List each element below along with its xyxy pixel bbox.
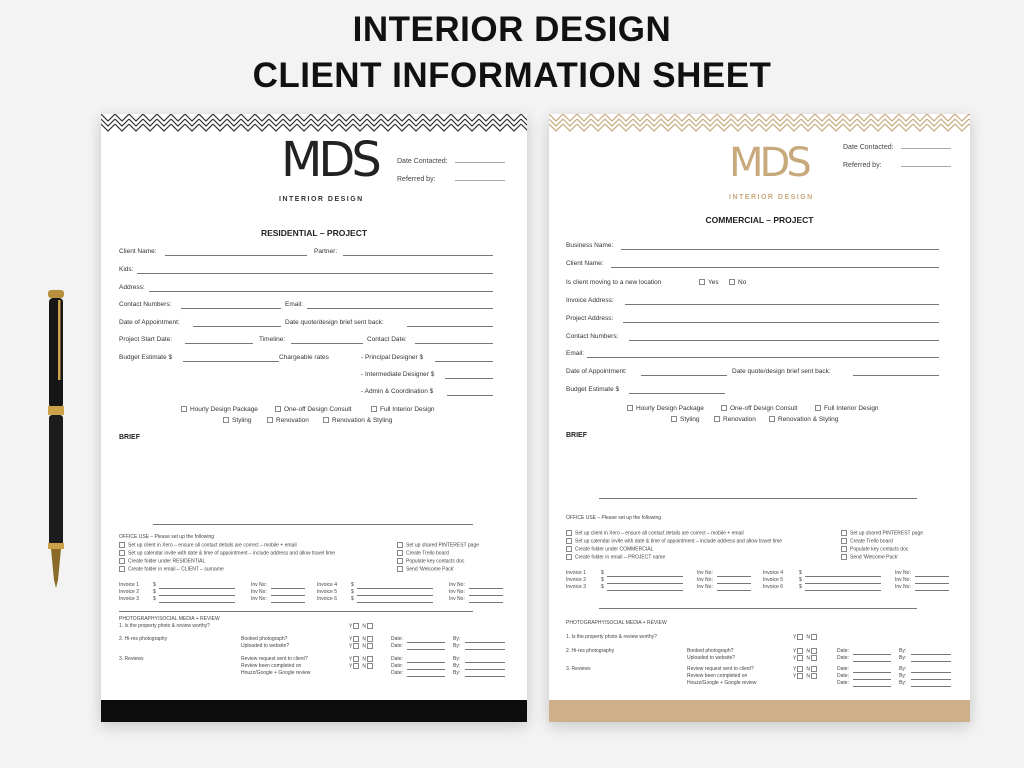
date-input[interactable] — [853, 686, 891, 687]
date-label: Date: — [837, 680, 849, 686]
invoice-number-label: Inv No: — [449, 596, 465, 602]
yes-no-checkbox[interactable]: Y N — [349, 623, 376, 629]
date-quote-input[interactable] — [407, 326, 493, 327]
budget-label: Budget Estimate $ — [566, 386, 620, 393]
by-label: By: — [899, 666, 907, 672]
admin-coordination-input[interactable] — [447, 395, 493, 396]
date-label: Date: — [391, 636, 403, 642]
review-request-label: Review request sent to client? — [241, 656, 308, 662]
office-task[interactable]: Create Trello board — [397, 550, 449, 556]
package-option[interactable]: One-off Design Consult — [275, 406, 351, 413]
company-logo: MDS — [281, 132, 378, 188]
by-label: By: — [899, 680, 907, 686]
invoice-number-label: Inv No: — [251, 589, 267, 595]
invoice-number-label: Inv No: — [251, 596, 267, 602]
invoice-dollar: $ — [153, 589, 156, 595]
email-label: Email: — [566, 350, 585, 357]
by-input[interactable] — [465, 642, 505, 643]
date-quote-label: Date quote/design brief sent back: — [285, 319, 384, 326]
admin-coordination-label: - Admin & Coordination $ — [361, 388, 434, 395]
project-address-input[interactable] — [623, 322, 939, 323]
invoice-dollar: $ — [153, 582, 156, 588]
email-input[interactable] — [307, 308, 493, 309]
package-option[interactable]: One-off Design Consult — [721, 405, 797, 412]
date-of-appointment-input[interactable] — [641, 375, 727, 376]
invoice-label: Invoice 2 — [566, 577, 587, 583]
address-input[interactable] — [149, 291, 493, 292]
date-input[interactable] — [853, 672, 891, 673]
invoice-number-label: Inv No: — [697, 584, 713, 590]
invoice-dollar: $ — [351, 582, 354, 588]
photography-heading: PHOTOGRAPHY/SOCIAL MEDIA + REVIEW — [566, 620, 667, 626]
kids-input[interactable] — [137, 273, 493, 274]
invoice-number-label: Inv No: — [697, 577, 713, 583]
package-option[interactable]: Full Interior Design — [371, 406, 435, 413]
invoice-label: Invoice 5 — [763, 577, 784, 583]
invoice-number-label: Inv No: — [895, 577, 911, 583]
invoice-number-input[interactable] — [717, 583, 751, 584]
office-task[interactable]: Create folder in email – PROJECT name — [566, 554, 665, 560]
by-label: By: — [453, 670, 461, 676]
geometric-border-band — [549, 114, 970, 134]
date-input[interactable] — [407, 676, 445, 677]
date-label: Date: — [391, 643, 403, 649]
date-input[interactable] — [407, 669, 445, 670]
invoice-number-label: Inv No: — [895, 570, 911, 576]
invoice-amount-input[interactable] — [607, 576, 683, 577]
contact-date-input[interactable] — [415, 343, 493, 344]
partner-label: Partner: — [314, 248, 338, 255]
invoice-number-input[interactable] — [717, 576, 751, 577]
invoice-dollar: $ — [351, 589, 354, 595]
invoice-number-input[interactable] — [271, 602, 305, 603]
review-platform-label: Houzz/Google + Google review — [687, 680, 757, 686]
invoice-dollar: $ — [153, 596, 156, 602]
date-of-appointment-label: Date of Appointment: — [119, 319, 180, 326]
date-input[interactable] — [853, 661, 891, 662]
page-title-line-1: INTERIOR DESIGN — [352, 10, 672, 49]
by-label: By: — [899, 655, 907, 661]
referred-by-field[interactable]: Referred by: — [397, 174, 505, 183]
office-use-heading: OFFICE USE – Please set up the following — [566, 515, 662, 521]
date-input[interactable] — [853, 654, 891, 655]
brief-input[interactable] — [153, 524, 473, 525]
page-title-line-2: CLIENT INFORMATION SHEET — [252, 56, 772, 95]
hires-photography-question: 2. Hi-res photography — [566, 648, 615, 654]
principal-designer-label: - Principal Designer $ — [361, 354, 424, 361]
invoice-dollar: $ — [799, 584, 802, 590]
yes-no-checkbox[interactable]: Y N — [349, 663, 376, 669]
reviews-question: 3. Reviews — [566, 666, 591, 672]
invoice-amount-input[interactable] — [805, 576, 881, 577]
client-name-input[interactable] — [165, 255, 307, 256]
timeline-label: Timeline: — [259, 336, 286, 343]
invoice-label: Invoice 1 — [119, 582, 140, 588]
invoice-number-label: Inv No: — [895, 584, 911, 590]
by-input[interactable] — [911, 679, 951, 680]
contact-numbers-input[interactable] — [181, 308, 281, 309]
invoice-number-input[interactable] — [915, 590, 949, 591]
kids-label: Kids: — [119, 266, 134, 273]
logo-subtitle: INTERIOR DESIGN — [279, 196, 364, 203]
timeline-input[interactable] — [291, 343, 363, 344]
date-of-appointment-label: Date of Appointment: — [566, 368, 627, 375]
office-task[interactable]: Populate key contacts doc — [397, 558, 464, 564]
business-name-input[interactable] — [621, 249, 939, 250]
date-input[interactable] — [853, 679, 891, 680]
by-label: By: — [453, 663, 461, 669]
invoice-amount-input[interactable] — [159, 588, 235, 589]
by-input[interactable] — [911, 654, 951, 655]
by-label: By: — [899, 673, 907, 679]
project-type-title: RESIDENTIAL – PROJECT — [260, 228, 368, 238]
yes-no-checkbox[interactable]: Y N — [793, 648, 820, 654]
yes-no-checkbox[interactable]: Y N — [793, 673, 820, 679]
invoice-amount-input[interactable] — [357, 588, 433, 589]
office-task[interactable]: Set up shared PINTEREST page — [841, 530, 923, 536]
date-quote-label: Date quote/design brief sent back: — [732, 368, 831, 375]
by-input[interactable] — [465, 662, 505, 663]
invoice-amount-input[interactable] — [805, 590, 881, 591]
referred-by-field[interactable]: Referred by: — [843, 160, 951, 169]
client-name-input[interactable] — [611, 267, 939, 268]
package-option[interactable]: Full Interior Design — [815, 405, 879, 412]
date-label: Date: — [391, 663, 403, 669]
invoice-label: Invoice 1 — [566, 570, 587, 576]
invoice-amount-input[interactable] — [357, 602, 433, 603]
by-label: By: — [453, 656, 461, 662]
date-label: Date: — [837, 655, 849, 661]
invoice-number-input[interactable] — [717, 590, 751, 591]
office-task[interactable]: Create folder under RESIDENTIAL — [119, 558, 205, 564]
invoice-label: Invoice 6 — [317, 596, 338, 602]
date-label: Date: — [837, 648, 849, 654]
principal-designer-input[interactable] — [435, 361, 493, 362]
by-input[interactable] — [465, 649, 505, 650]
logo-subtitle: INTERIOR DESIGN — [729, 194, 814, 201]
invoice-dollar: $ — [351, 596, 354, 602]
photo-worthy-question: 1. Is the property photo & review worthy? — [566, 634, 657, 640]
office-task[interactable]: Set up calendar invite with date & time of appointment – include address and allow travel time — [566, 538, 782, 544]
yes-no-checkbox[interactable]: Y N — [793, 655, 820, 661]
office-task[interactable]: Set up client in Xero – ensure all contact details are correct – mobile + email — [566, 530, 744, 536]
hires-photography-question: 2. Hi-res photography — [119, 636, 168, 642]
invoice-number-label: Inv No: — [251, 582, 267, 588]
client-name-label: Client Name: — [566, 260, 604, 267]
budget-label: Budget Estimate $ — [119, 354, 173, 361]
address-label: Address: — [119, 284, 145, 291]
invoice-label: Invoice 3 — [566, 584, 587, 590]
invoice-label: Invoice 4 — [763, 570, 784, 576]
package-option[interactable]: Renovation — [267, 417, 309, 424]
invoice-dollar: $ — [601, 577, 604, 583]
by-input[interactable] — [911, 672, 951, 673]
invoice-dollar: $ — [601, 584, 604, 590]
date-label: Date: — [837, 673, 849, 679]
invoice-dollar: $ — [601, 570, 604, 576]
yes-no-checkbox[interactable]: Y N — [349, 656, 376, 662]
divider — [599, 608, 917, 609]
package-option[interactable]: Hourly Design Package — [181, 406, 258, 413]
intermediate-designer-label: - Intermediate Designer $ — [361, 371, 435, 378]
package-option[interactable]: Renovation & Styling — [769, 416, 838, 423]
office-task[interactable]: Create folder under COMMERCIAL — [566, 546, 653, 552]
office-task[interactable]: Send 'Welcome Pack' — [841, 554, 898, 560]
uploaded-website-label: Uploaded to website? — [687, 655, 736, 661]
by-input[interactable] — [911, 686, 951, 687]
invoice-number-input[interactable] — [271, 588, 305, 589]
invoice-number-input[interactable] — [469, 595, 503, 596]
invoice-number-input[interactable] — [469, 602, 503, 603]
invoice-amount-input[interactable] — [159, 602, 235, 603]
invoice-address-label: Invoice Address: — [566, 297, 614, 304]
office-task[interactable]: Send 'Welcome Pack' — [397, 566, 454, 572]
brief-heading: BRIEF — [119, 434, 140, 441]
contact-date-label: Contact Date: — [367, 336, 407, 343]
invoice-number-label: Inv No: — [697, 570, 713, 576]
project-type-title: COMMERCIAL – PROJECT — [705, 215, 814, 225]
invoice-number-label: Inv No: — [449, 582, 465, 588]
invoice-number-input[interactable] — [469, 588, 503, 589]
date-label: Date: — [391, 656, 403, 662]
invoice-amount-input[interactable] — [607, 590, 683, 591]
date-label: Date: — [837, 666, 849, 672]
email-input[interactable] — [587, 357, 939, 358]
invoice-amount-input[interactable] — [607, 583, 683, 584]
office-task[interactable]: Set up client in Xero – ensure all contact details are correct – mobile + email — [119, 542, 297, 548]
yes-no-checkbox[interactable]: Y N — [793, 634, 820, 640]
invoice-amount-input[interactable] — [159, 595, 235, 596]
company-logo: MDS — [729, 140, 808, 186]
brief-input[interactable] — [599, 498, 917, 499]
by-input[interactable] — [465, 669, 505, 670]
invoice-dollar: $ — [799, 570, 802, 576]
office-task[interactable]: Set up shared PINTEREST page — [397, 542, 479, 548]
contact-numbers-label: Contact Numbers: — [119, 301, 172, 308]
invoice-number-input[interactable] — [915, 583, 949, 584]
contact-numbers-input[interactable] — [629, 340, 939, 341]
chargeable-rates-label: Chargeable rates — [279, 354, 329, 361]
sheet-footer-band — [101, 700, 527, 722]
invoice-label: Invoice 6 — [763, 584, 784, 590]
residential-sheet — [101, 114, 527, 722]
client-name-label: Client Name: — [119, 248, 157, 255]
contact-numbers-label: Contact Numbers: — [566, 333, 619, 340]
review-completed-label: Review been completed on — [241, 663, 302, 669]
intermediate-designer-input[interactable] — [445, 378, 493, 379]
invoice-label: Invoice 3 — [119, 596, 140, 602]
booked-photograph-label: Booked photograph? — [687, 648, 734, 654]
email-label: Email: — [285, 301, 304, 308]
fountain-pen-icon — [42, 290, 70, 590]
commercial-sheet — [549, 114, 970, 722]
invoice-amount-input[interactable] — [357, 595, 433, 596]
invoice-number-label: Inv No: — [449, 589, 465, 595]
moving-location-question: Is client moving to a new location — [566, 279, 662, 286]
by-label: By: — [899, 648, 907, 654]
office-task[interactable]: Set up calendar invite with date & time of appointment – include address and allow travel time — [119, 550, 335, 556]
package-option[interactable]: Renovation — [714, 416, 756, 423]
reviews-question: 3. Reviews — [119, 656, 144, 662]
office-task[interactable]: Populate key contacts doc — [841, 546, 908, 552]
moving-yes-checkbox[interactable]: Yes — [699, 279, 719, 286]
yes-no-checkbox[interactable]: Y N — [349, 636, 376, 642]
office-use-heading: OFFICE USE – Please set up the following — [119, 534, 215, 540]
office-task[interactable]: Create folder in email – CLIENT – surname — [119, 566, 224, 572]
budget-input[interactable] — [629, 393, 725, 394]
date-contacted-field[interactable]: Date Contacted: — [397, 156, 505, 165]
invoice-number-input[interactable] — [271, 595, 305, 596]
sheet-footer-band — [549, 700, 970, 722]
photography-heading: PHOTOGRAPHY/SOCIAL MEDIA + REVIEW — [119, 616, 220, 622]
moving-no-checkbox[interactable]: No — [729, 279, 746, 286]
booked-photograph-label: Booked photograph? — [241, 636, 288, 642]
date-input[interactable] — [407, 642, 445, 643]
date-input[interactable] — [407, 649, 445, 650]
date-input[interactable] — [407, 662, 445, 663]
brief-heading: BRIEF — [566, 432, 587, 439]
date-contacted-field[interactable]: Date Contacted: — [843, 142, 951, 151]
office-task[interactable]: Create Trello board — [841, 538, 893, 544]
geometric-border-band — [101, 114, 527, 134]
invoice-label: Invoice 4 — [317, 582, 338, 588]
review-request-label: Review request sent to client? — [687, 666, 754, 672]
package-option[interactable]: Hourly Design Package — [627, 405, 704, 412]
date-label: Date: — [391, 670, 403, 676]
date-of-appointment-input[interactable] — [193, 326, 281, 327]
invoice-amount-input[interactable] — [805, 583, 881, 584]
by-input[interactable] — [911, 661, 951, 662]
uploaded-website-label: Uploaded to website? — [241, 643, 290, 649]
partner-input[interactable] — [343, 255, 493, 256]
package-option[interactable]: Styling — [671, 416, 700, 423]
project-start-label: Project Start Date: — [119, 336, 173, 343]
by-input[interactable] — [465, 676, 505, 677]
invoice-label: Invoice 2 — [119, 589, 140, 595]
package-option[interactable]: Renovation & Styling — [323, 417, 392, 424]
photo-worthy-question: 1. Is the property photo & review worthy? — [119, 623, 210, 629]
divider — [119, 611, 473, 612]
package-option[interactable]: Styling — [223, 417, 252, 424]
project-address-label: Project Address: — [566, 315, 614, 322]
yes-no-checkbox[interactable]: Y N — [793, 666, 820, 672]
invoice-dollar: $ — [799, 577, 802, 583]
yes-no-checkbox[interactable]: Y N — [349, 643, 376, 649]
business-name-label: Business Name: — [566, 242, 614, 249]
invoice-number-input[interactable] — [915, 576, 949, 577]
by-label: By: — [453, 643, 461, 649]
review-platform-label: Houzz/Google + Google review — [241, 670, 311, 676]
budget-input[interactable] — [183, 361, 279, 362]
by-label: By: — [453, 636, 461, 642]
invoice-label: Invoice 5 — [317, 589, 338, 595]
project-start-input[interactable] — [185, 343, 253, 344]
invoice-address-input[interactable] — [625, 304, 939, 305]
date-quote-input[interactable] — [853, 375, 939, 376]
review-completed-label: Review been completed on — [687, 673, 748, 679]
